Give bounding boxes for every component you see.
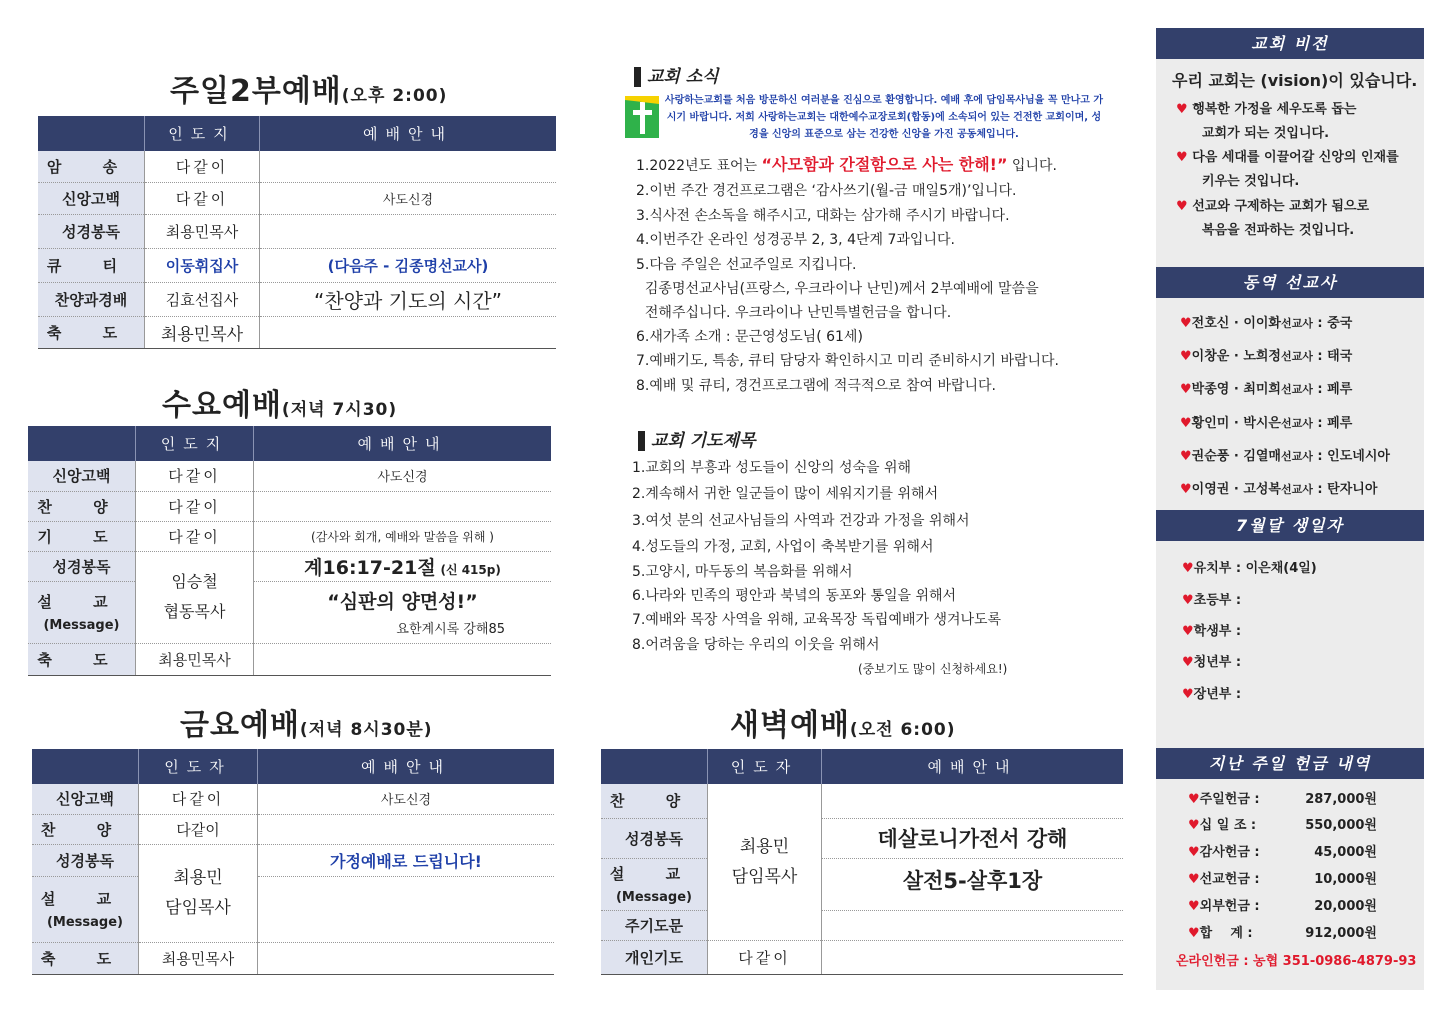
vision-title: 교회 비전 — [1156, 28, 1424, 59]
friday-table — [32, 749, 554, 975]
missionary-item: ♥권순풍 · 김열매선교사 : 인도네시아 — [1180, 449, 1390, 464]
offering-amount: 20,000원 — [1314, 899, 1377, 914]
offering-amount: 287,000원 — [1305, 792, 1377, 807]
table-row — [601, 858, 1123, 910]
news-item: 2.이번 주간 경건프로그램은 ‘감사쓰기(월-금 매일5개)’입니다. — [636, 183, 1017, 199]
heart-icon: ♥ — [1182, 687, 1194, 702]
heart-icon: ♥ — [1176, 102, 1188, 117]
table-row: 찬 양 다같이 — [28, 491, 551, 521]
wednesday-scripture: 계16:17-21절 (신 415p) — [254, 551, 552, 581]
online-offering: 온라인헌금 : 농협 351-0986-4879-93 — [1176, 954, 1417, 969]
prayer-item: 7.예배와 목장 사역을 위해, 교육목장 독립예배가 생겨나도록 — [632, 612, 1002, 628]
news-item: 김종명선교사님(프랑스, 우크라이나 난민)께서 2부예배에 말씀을 — [636, 281, 1039, 297]
sunday2-table — [38, 116, 556, 349]
table-row — [28, 581, 551, 643]
table-row: 찬 양 최용민 담임목사 — [601, 784, 1123, 818]
heart-icon: ♥ — [1188, 845, 1200, 860]
heart-icon: ♥ — [1182, 624, 1194, 639]
friday-merged-leader: 최용민 담임목사 — [139, 844, 258, 942]
table-row: 축 도 최용민목사 — [38, 316, 556, 348]
heart-icon: ♥ — [1188, 872, 1200, 887]
dawn-info1: 데살로니가전서 강해 — [822, 818, 1124, 858]
table-row: 성경봉독 최용민 담임목사 가정예배로 드립니다! — [32, 844, 554, 876]
prayer-item: 1.교회의 부흥과 성도들이 신앙의 성숙을 위해 — [632, 460, 912, 476]
table-header: 인도지 예배안내 — [28, 426, 551, 461]
news-welcome: 사랑하는교회를 처음 방문하신 여러분을 진심으로 환영합니다. 예배 후에 담임목사님을 꼭 만나고 가시기 바랍니다. 저희 사랑하는교회는 대한예수교장로회(합동)에 소속되어 있는 건전한 교회이며, 성경을 신앙의 표준으로 삼는 건강한 신앙을 가진 공동체입니다. — [664, 95, 1104, 140]
table-row: 축 도 최용민목사 — [32, 942, 554, 974]
dawn-table — [601, 749, 1123, 975]
heart-icon: ♥ — [1182, 593, 1194, 608]
friday-title: 금요예배(저녁 8시30분) — [180, 708, 433, 743]
heart-icon: ♥ — [1188, 818, 1200, 833]
prayer-item: 4.성도들의 가정, 교회, 사업이 축복받기를 위해서 — [632, 539, 934, 555]
birthday-item: ♥학생부 : — [1182, 624, 1242, 639]
table-row: 성경봉독 최용민목사 — [38, 214, 556, 248]
dawn-title: 새벽예배(오전 6:00) — [730, 708, 956, 743]
birthday-item: ♥초등부 : — [1182, 593, 1242, 608]
prayer-item: 3.여섯 분의 선교사님들의 사역과 건강과 가정을 위해서 — [632, 513, 970, 529]
news-item-1: 1.2022년도 표어는 “사모함과 간절함으로 사는 한해!” 입니다. — [636, 155, 1057, 174]
news-heading: 교회 소식 — [634, 62, 719, 87]
prayer-note: (중보기도 많이 신청하세요!) — [858, 662, 1008, 676]
heart-icon: ♥ — [1180, 416, 1192, 431]
heart-icon: ♥ — [1182, 561, 1194, 576]
table-row — [32, 876, 554, 942]
offering-row: ♥주일헌금 : — [1188, 792, 1260, 807]
news-item: 6.새가족 소개 : 문근영성도님( 61세) — [636, 329, 863, 345]
missionary-item: ♥전호신 · 이이화선교사 : 중국 — [1180, 316, 1353, 331]
prayer-item: 2.계속해서 귀한 일군들이 많이 세워지기를 위해서 — [632, 486, 939, 502]
offering-row: ♥합 계 : — [1188, 926, 1253, 941]
table-row: 찬 양 다같이 — [32, 814, 554, 844]
table-row: 주기도문 — [601, 910, 1123, 940]
news-item: 7.예배기도, 특송, 큐티 담당자 확인하시고 미리 준비하시기 바랍니다. — [636, 353, 1060, 369]
birthday-item: ♥유치부 : 이은채(4일) — [1182, 561, 1317, 576]
offering-title: 지난 주일 헌금 내역 — [1156, 748, 1424, 779]
table-header: 인도자 예배안내 — [32, 749, 554, 784]
wednesday-sermon: “심판의 양면성!” 요한계시록 강해85 — [254, 581, 552, 643]
news-item: 3.식사전 손소독을 해주시고, 대화는 삼가해 주시기 바랍니다. — [636, 208, 1010, 224]
wednesday-table — [28, 426, 551, 676]
vision-intro: 우리 교회는 (vision)이 있습니다. — [1172, 71, 1418, 90]
wednesday-merged-leader: 임승철 협동목사 — [136, 551, 254, 643]
table-row: 개인기도 다같이 — [601, 940, 1123, 974]
offering-amount: 912,000원 — [1305, 926, 1377, 941]
friday-sermon-label: 설 교 (Message) — [32, 876, 139, 942]
offering-amount: 550,000원 — [1305, 818, 1377, 833]
wednesday-time: (저녁 7시30) — [281, 400, 398, 420]
heart-icon: ♥ — [1180, 382, 1192, 397]
sunday2-time: (오후 2:00) — [341, 86, 448, 106]
vision-item-cont: 복음을 전파하는 것입니다. — [1202, 223, 1355, 238]
heart-icon: ♥ — [1188, 899, 1200, 914]
offering-row: ♥감사헌금 : — [1188, 845, 1260, 860]
dawn-info2: 살전5-살후1장 — [822, 858, 1124, 910]
table-row: 신앙고백 다같이 사도신경 — [32, 784, 554, 814]
wednesday-sermon-label: 설 교 (Message) — [28, 581, 136, 643]
missionary-item: ♥이창운 · 노희정선교사 : 태국 — [1180, 349, 1353, 364]
offering-amount: 10,000원 — [1314, 872, 1377, 887]
missionary-item: ♥박종영 · 최미희선교사 : 페루 — [1180, 382, 1353, 397]
heart-icon: ♥ — [1176, 199, 1188, 214]
prayer-item: 5.고양시, 마두동의 복음화를 위해서 — [632, 564, 853, 580]
offering-row: ♥외부헌금 : — [1188, 899, 1260, 914]
table-row: 성경봉독 임승철 협동목사 계16:17-21절 (신 415p) — [28, 551, 551, 581]
vision-item-cont: 키우는 것입니다. — [1202, 174, 1300, 189]
prayer-heading: 교회 기도제목 — [638, 426, 755, 451]
heart-icon: ♥ — [1188, 792, 1200, 807]
heart-icon: ♥ — [1180, 316, 1192, 331]
prayer-item: 8.어려움을 당하는 우리의 이웃을 위해서 — [632, 637, 880, 653]
table-row: 기 도 다같이 (감사와 회개, 예배와 말씀을 위해 ) — [28, 521, 551, 551]
heart-icon: ♥ — [1182, 655, 1194, 670]
heart-icon: ♥ — [1180, 449, 1192, 464]
table-row: 암 송 다같이 — [38, 151, 556, 182]
vision-item: ♥ 다음 세대를 이끌어갈 신앙의 인재를 — [1176, 150, 1399, 165]
news-item: 4.이번주간 온라인 성경공부 2, 3, 4단계 7과입니다. — [636, 232, 955, 248]
wednesday-title: 수요예배(저녁 7시30) — [162, 388, 398, 423]
dawn-merged-leader: 최용민 담임목사 — [708, 784, 822, 940]
missionary-title: 동역 선교사 — [1156, 267, 1424, 298]
table-header: 인도지 예배안내 — [38, 116, 556, 151]
table-header: 인도자 예배안내 — [601, 749, 1123, 784]
table-row: 축 도 최용민목사 — [28, 643, 551, 675]
birthday-item: ♥장년부 : — [1182, 687, 1242, 702]
heart-icon: ♥ — [1180, 349, 1192, 364]
prayer-item: 6.나라와 민족의 평안과 북녘의 동포와 통일을 위해서 — [632, 588, 957, 604]
table-row: 신앙고백 다같이 사도신경 — [38, 182, 556, 214]
vision-item: ♥ 선교와 구제하는 교회가 됨으로 — [1176, 199, 1370, 214]
dawn-time: (오전 6:00) — [849, 720, 956, 740]
vision-item: ♥ 행복한 가정을 세우도록 돕는 — [1176, 102, 1357, 117]
table-row: 신앙고백 다같이 사도신경 — [28, 461, 551, 491]
missionary-item: ♥이영권 · 고성복선교사 : 탄자니아 — [1180, 482, 1378, 497]
birthday-title: 7월달 생일자 — [1156, 510, 1424, 541]
offering-row: ♥선교헌금 : — [1188, 872, 1260, 887]
vision-item-cont: 교회가 되는 것입니다. — [1202, 126, 1330, 141]
table-row: 찬양과경배 김효선집사 “찬양과 기도의 시간” — [38, 282, 556, 316]
offering-amount: 45,000원 — [1314, 845, 1377, 860]
news-item: 8.예배 및 큐티, 경건프로그램에 적극적으로 참여 바랍니다. — [636, 378, 997, 394]
birthday-item: ♥청년부 : — [1182, 655, 1242, 670]
table-row: 큐 티 이동휘집사 (다음주 - 김종명선교사) — [38, 248, 556, 282]
missionary-item: ♥황인미 · 박시은선교사 : 페루 — [1180, 416, 1353, 431]
news-item: 전해주십니다. 우크라이나 난민특별헌금을 합니다. — [636, 305, 952, 321]
friday-time: (저녁 8시30분) — [299, 720, 433, 740]
table-row: 성경봉독 데살로니가전서 강해 — [601, 818, 1123, 858]
news-item: 5.다음 주일은 선교주일로 지킵니다. — [636, 257, 857, 273]
heart-icon: ♥ — [1180, 482, 1192, 497]
heart-icon: ♥ — [1176, 150, 1188, 165]
cross-icon — [625, 96, 659, 138]
heart-icon: ♥ — [1188, 926, 1200, 941]
sunday2-title: 주일2부예배(오후 2:00) — [170, 74, 448, 109]
dawn-sermon-label: 설 교 (Message) — [601, 858, 708, 910]
offering-row: ♥십 일 조 : — [1188, 818, 1257, 833]
